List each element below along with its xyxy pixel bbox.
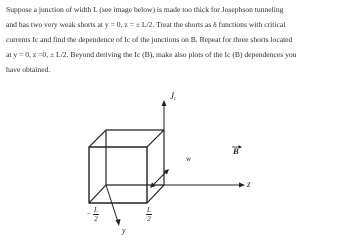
minus-half-length-label — [87, 206, 99, 223]
cube-edge — [147, 130, 164, 147]
minus-sign: − — [87, 210, 91, 218]
fraction-denominator: 2 — [94, 215, 98, 223]
problem-line-4: at y = 0, z =0, ± L/2. Beyond deriving the Ic (B), make also plots of the Ic (B) dependences you — [6, 50, 297, 59]
fraction-numerator: L — [94, 206, 98, 214]
magnetic-field-label: B — [233, 146, 239, 156]
thickness-arrow — [152, 171, 167, 186]
problem-line-1: Suppose a junction of width L (see image below) is made too thick for Josephson tunneling — [6, 5, 284, 14]
y-axis-label: y — [122, 226, 126, 235]
problem-line-3: currents Ic and find the dependence of Ic of the junctions on B. Repeat for three shorts located — [6, 35, 293, 44]
z-axis-label: z — [247, 179, 251, 189]
cube-edge — [89, 130, 106, 147]
fraction-denominator: 2 — [147, 215, 151, 223]
current-axis-label — [170, 91, 176, 102]
b-vector-arrowhead — [239, 145, 243, 149]
cube-edge — [89, 185, 106, 203]
y-axis-arrowhead — [116, 219, 121, 226]
current-axis-subscript: c — [174, 97, 177, 102]
current-axis-arrowhead — [162, 100, 167, 106]
thickness-label: w — [186, 154, 192, 163]
problem-line-5: have obtained. — [6, 65, 51, 74]
z-axis-arrowhead — [239, 183, 245, 188]
current-axis-symbol: J — [170, 91, 174, 101]
problem-line-2: and has two very weak shorts at y = 0, z = ± L/2. Treat the shorts as δ functions with critical — [6, 20, 286, 29]
fraction-numerator: L — [147, 206, 151, 214]
half-length-label — [146, 206, 152, 223]
cube-edge — [147, 185, 164, 203]
